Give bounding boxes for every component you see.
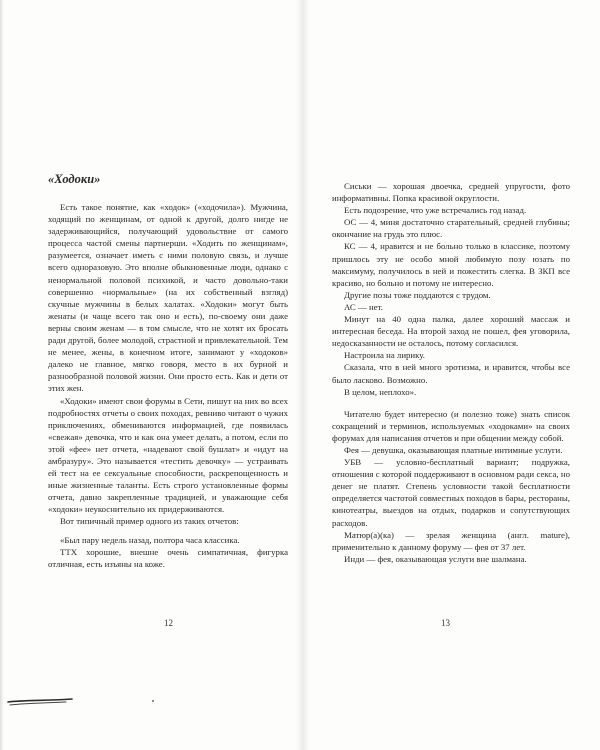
right-paragraph-2: Есть подозрение, что уже встречались год назад. bbox=[344, 205, 527, 216]
right-paragraph-6: АС — нет. bbox=[344, 301, 383, 312]
right-paragraph-9: Сказала, что в ней много эротизма, и нравится, чтобы все было ласково. Возможно. bbox=[332, 362, 570, 385]
right-paragraph-4: КС — 4, нравится и не больно только в классике, поэтому пришлось эту не особо мной любимую позу юзать по максимуму, получилось в ней и пожестить слегка. В ЗКП все красиво, но больно и потому не интересно. bbox=[332, 241, 570, 288]
left-paragraph-1: Есть такое понятие, как «ходок» («ходочила»). Мужчина, ходящий по женщинам, от одной к другой, долго нигде не задерживающийся, получающий удовольствие от самого процесса частой смены партнерши. «Ходить по женщинам», разумеется, означает иметь с ними половую связь, и лучше всего одноразовую. Это вполне обыкновенные люди, однако с ненормальной половой психикой, и часто довольно-таки совершенно «нормальные» (на их собственный взгляд) скучные мужчины в белых халатах. «Ходоки» могут быть женаты (и чаще всего так оно и есть), по-своему они даже верны своим женам — в том смысле, что не хотят их бросать ради другой, более молодой, страстной и привлекательной. Тем не менее, жены, в конечном итоге, занимают у «ходоков» далеко не главное, мягко говоря, место в их бурной и разнообразной половой жизни. Они просто есть. Как и дети от этих жен. bbox=[48, 202, 288, 394]
page-edge-shadow bbox=[0, 0, 4, 750]
right-paragraph-13: УБВ — условно-бесплатный вариант; подружка, отношения с которой поддерживают в основном ради секса, но денег не платят. Степень условности такой бесплатности определяется частотой совместных походов в бары, рестораны, кинотеатры, выездов на отдых, подарков и сопутствующих расходов. bbox=[332, 457, 570, 528]
left-paragraph-3: Вот типичный пример одного из таких отчетов: bbox=[60, 516, 239, 527]
left-page bbox=[48, 172, 288, 570]
print-speck bbox=[152, 700, 154, 702]
right-paragraph-7: Минут на 40 одна палка, далее хороший массаж и интересная беседа. На второй заход не пошел, фея уговорила, недосказанности не осталось, потому согласился. bbox=[332, 314, 570, 349]
right-paragraph-5: Другие позы тоже поддаются с трудом. bbox=[344, 289, 491, 300]
spacer bbox=[332, 398, 570, 408]
right-paragraph-11: Читателю будет интересно (и полезно тоже) знать список сокращений и терминов, используемых «ходоками» на своих форумах для написания отчетов и при общении между собой. bbox=[332, 408, 570, 443]
right-paragraph-12: Фея — девушка, оказывающая платные интимные услуги. bbox=[344, 444, 563, 455]
right-paragraph-10: В целом, неплохо». bbox=[344, 386, 417, 397]
right-paragraph-8: Настроила на лирику. bbox=[344, 350, 425, 361]
left-paragraph-4: «Был пару недель назад, полтора часа классика. bbox=[60, 534, 240, 545]
pencil-mark-icon bbox=[6, 690, 76, 710]
left-page-number: 12 bbox=[164, 618, 173, 628]
right-paragraph-3: ОС — 4, миня достаточно старательный, средней глубины; окончание на грудь это плюс. bbox=[332, 217, 570, 240]
right-paragraph-1: Сиськи — хорошая двоечка, средней упругости, фото информативны. Попка красивой округлости. bbox=[332, 181, 570, 204]
left-paragraph-2: «Ходоки» имеют свои форумы в Сети, пишут на них во всех подробностях отчеты о своих походах, ревниво читают о чужих приключениях, обмениваются информацией, где появилась «свежая» девочка, что и как она умеет делать, а потом, если по этой «фее» нет отчета, «надевают свой бушлат» и «идут на амбразуру». Это называется «тестить девочку» — устраивать ей тест на ее сексуальные способности, раскрепощенность и иные жизненные таланты. Есть строго установленные формы отчета, давно закрепленные традицией, и уважающие себя «ходоки» неукоснительно их придерживаются. bbox=[48, 395, 288, 515]
chapter-heading: «Ходоки» bbox=[48, 172, 101, 186]
right-paragraph-14: Матюр(а)(ка) — зрелая женщина (англ. mature), применительно к данному форуму — фея от 37 лет. bbox=[332, 529, 570, 552]
right-paragraph-15: Инди — фея, оказывающая услуги вне шалмана. bbox=[344, 553, 527, 564]
right-page bbox=[332, 180, 570, 565]
right-page-number: 13 bbox=[441, 618, 450, 628]
book-gutter bbox=[296, 0, 310, 750]
left-paragraph-5: ТТХ хорошие, внешне очень симпатичная, фигурка отличная, есть изъяны на коже. bbox=[48, 546, 288, 569]
